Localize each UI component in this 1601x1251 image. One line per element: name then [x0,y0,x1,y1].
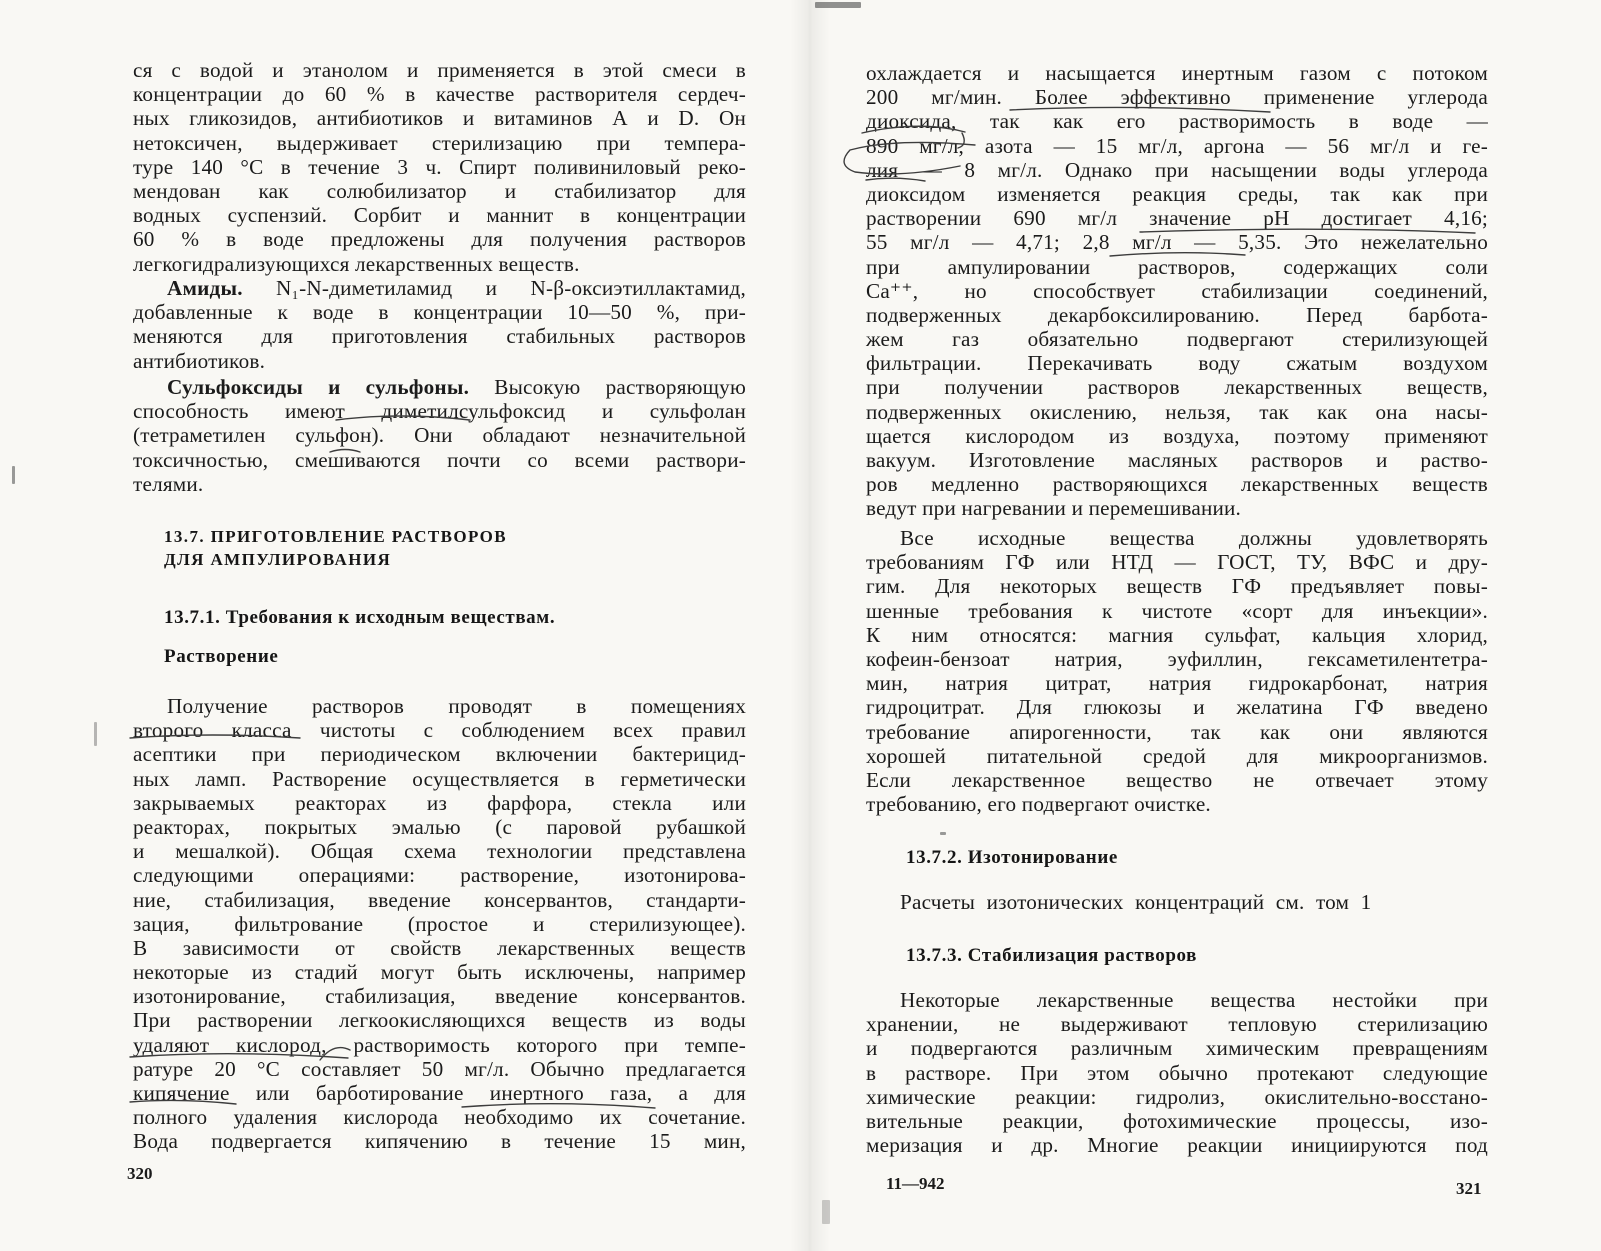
text-line: гидроцитрат. Для глюкозы и желатина ГФ введено [866,695,1488,720]
text-line: зация, фильтрование (простое и стерилизующее). [133,911,746,936]
text-line: гим. Для некоторых веществ ГФ предъявляет повы- [866,574,1488,599]
amides-term: Амиды. [167,276,243,300]
text-line: ров медленно растворяющихся лекарственных веществ [866,472,1488,497]
page-number-left: 320 [127,1164,153,1183]
text-line: Если лекарственное вещество не отвечает этому [866,767,1488,792]
paragraph-sulfoxides [133,375,746,399]
section-heading-line1: 13.7. ПРИГОТОВЛЕНИЕ РАСТВОРОВ [164,527,508,546]
text-line: ся с водой и этанолом и применяется в этой смеси в [133,58,746,82]
sulfo-term: Сульфоксиды и сульфоны. [167,375,470,399]
text-line: асептики при периодическом включении бактерицид- [133,742,746,767]
text-line: в растворе. При этом обычно протекают следующие [866,1060,1488,1085]
text-line: и мешалкой). Общая схема технологии представлена [133,839,746,864]
text-line: подверженных окислению, нельзя, так как она насы- [866,399,1488,424]
text-line: подверженных декарбоксилированию. Перед барбота- [866,302,1488,327]
text-line: удаляют кислород, растворимость которого при темпе- [133,1032,746,1057]
text-line: вительные реакции, фотохимические процессы, изо- [866,1108,1488,1133]
text-line: при ампулировании растворов, содержащих соли [866,254,1488,279]
paragraph-amides [133,276,746,300]
text-line: ных гликозидов, антибиотиков и витаминов А и D. Он [133,106,746,131]
scan-speck [815,2,861,8]
scan-speck [822,1200,830,1224]
text-line: 200 мг/мин. Более эффективно применение углерода [866,85,1488,110]
text-line: щается кислородом из воздуха, поэтому применяют [866,423,1488,448]
subsubsection-heading-dissolution: Растворение [164,646,279,667]
text-line: телями. [133,471,204,496]
text-line: Получение растворов проводят в помещениях [167,694,746,718]
text-line: водных суспензий. Сорбит и маннит в концентрации [133,203,746,228]
paragraph-requirements [866,526,1488,816]
text-line: (тетраметилен сульфон). Они обладают незначительной [133,423,746,448]
sulfo-first-line-text: Высокую растворяющую [469,375,746,399]
text-line: мин, натрия цитрат, натрия гидрокарбонат, натрия [866,671,1488,696]
section-heading-line2: ДЛЯ АМПУЛИРОВАНИЯ [164,550,392,569]
sulfo-first-line [133,375,746,399]
text-line: ведут при нагревании и перемешивании. [866,496,1242,521]
text-line: химические реакции: гидролиз, окислительно-восстано- [866,1084,1488,1109]
text-line: требование апирогенности, так как они являются [866,719,1488,744]
text-line: требованиям ГФ или НТД — ГОСТ, ТУ, ВФС и дру- [866,550,1488,575]
scan-speck [94,722,97,746]
text-line: некоторые из стадий могут быть исключены, например [133,960,746,985]
text-line: добавленные к воде в концентрации 10—50 %, при- [133,300,746,325]
text-line: токсичностью, смешиваются почти со всеми раствори- [133,447,746,472]
printer-signature: 11—942 [886,1174,945,1193]
text-line: 60 % в воде предложены для получения растворов [133,227,746,252]
text-line: шенные требования к чистоте «сорт для инъекции». [866,598,1488,623]
text-line: закрываемых реакторах из фарфора, стекла или [133,790,746,815]
text-line: легкогидрализующихся лекарственных веществ. [133,251,580,276]
text-line: ние, стабилизация, введение консервантов, стандарти- [133,887,746,912]
text-line: охлаждается и насыщается инертным газом с потоком [866,61,1488,85]
text-line: Все исходные вещества должны удовлетворять [900,526,1488,550]
text-line: кипячение или барботирование инертного газа, а для [133,1081,746,1105]
text-line: следующими операциями: растворение, изотонирова- [133,863,746,888]
text-line: К ним относятся: магния сульфат, кальция хлорид, [866,622,1488,647]
text-line: При растворении легкоокисляющихся веществ из воды [133,1008,746,1033]
text-line: фильтрации. Перекачивать воду сжатым воздухом [866,351,1488,376]
text-line: диоксидом изменяется реакция среды, так как при [866,181,1488,206]
text-line: требованию, его подвергают очистке. [866,792,1211,817]
text-line: лия — 8 мг/л. Однако при насыщении воды углерода [866,157,1488,182]
text-line: полного удаления кислорода необходимо их сочетание. [133,1105,746,1130]
paragraph-stabilization [866,988,1488,1157]
text-line: реакторах, покрытых эмалью (с паровой рубашкой [133,814,746,839]
text-line: меняются для приготовления стабильных растворов [133,324,746,349]
amides-first-line [133,276,746,300]
text-line: В зависимости от свойств лекарственных веществ [133,935,746,960]
text-line: концентрации до 60 % в качестве растворителя сердеч- [133,82,746,107]
text-line: туре 140 °С в течение 3 ч. Спирт поливиниловый реко- [133,154,746,179]
text-line: Некоторые лекарственные вещества нестойки при [900,988,1488,1012]
text-line: мендован как солюбилизатор и стабилизатор для [133,178,746,203]
text-line: изотонирование, стабилизация, введение консервантов. [133,984,746,1009]
text-line: Вода подвергается кипячению в течение 15 мин, [133,1129,746,1154]
text-line: 890 мг/л, азота — 15 мг/л, аргона — 56 мг/л и ге- [866,133,1488,158]
text-line: меризация и др. Многие реакции инициируются под [866,1133,1488,1158]
paragraph-gas-saturation [866,61,1488,521]
subsection-heading-stabilization: 13.7.3. Стабилизация растворов [906,945,1197,966]
paragraph-isotonic [866,890,1488,914]
text-line: 55 мг/л — 4,71; 2,8 мг/л — 5,35. Это нежелательно [866,230,1488,255]
paragraph-dissolution [133,694,746,1154]
page-number-right: 321 [1456,1179,1482,1198]
text-line: и подвергаются различным химическим превращениям [866,1036,1488,1061]
text-line: вакуум. Изготовление масляных растворов и раство- [866,448,1488,472]
paragraph-amides-continued [133,300,746,373]
isotonic-line: Расчеты изотонических концентраций см. том 1 [900,890,1372,914]
scan-speck [940,832,946,835]
text-line: Са⁺⁺, но способствует стабилизации соединений, [866,278,1488,303]
text-line: хорошей питательной средой для микроорганизмов. [866,743,1488,768]
text-line: нетоксичен, выдерживает стерилизацию при темпера- [133,130,746,155]
subsection-heading-isotonic: 13.7.2. Изотонирование [906,847,1118,868]
text-line: диоксида, так как его растворимость в воде — [866,109,1488,134]
text-line: второго класса чистоты с соблюдением всех правил [133,718,746,743]
paragraph-solvents-end [133,58,746,276]
scan-speck [12,466,15,484]
text-line: антибиотиков. [133,348,266,373]
subsection-heading-requirements: 13.7.1. Требования к исходным веществам. [164,607,556,628]
text-line: хранении, не выдерживают тепловую стерилизацию [866,1012,1488,1037]
text-line: ных ламп. Растворение осуществляется в герметически [133,766,746,791]
text-line: растворении 690 мг/л значение рН достигает 4,16; [866,206,1488,231]
book-gutter [790,0,830,1251]
text-line: способность имеют диметилсульфоксид и сульфолан [133,399,746,424]
text-line: ратуре 20 °С составляет 50 мг/л. Обычно предлагается [133,1056,746,1081]
paragraph-sulfoxides-continued [133,399,746,496]
amides-first-line-text: N₁-N-диметиламид и N-β-оксиэтиллактамид, [242,276,746,300]
text-line: при получении растворов лекарственных веществ, [866,375,1488,400]
text-line: кофеин-бензоат натрия, эуфиллин, гексаметилентетра- [866,646,1488,671]
text-line: жем газ обязательно подвергают стерилизующей [866,327,1488,352]
